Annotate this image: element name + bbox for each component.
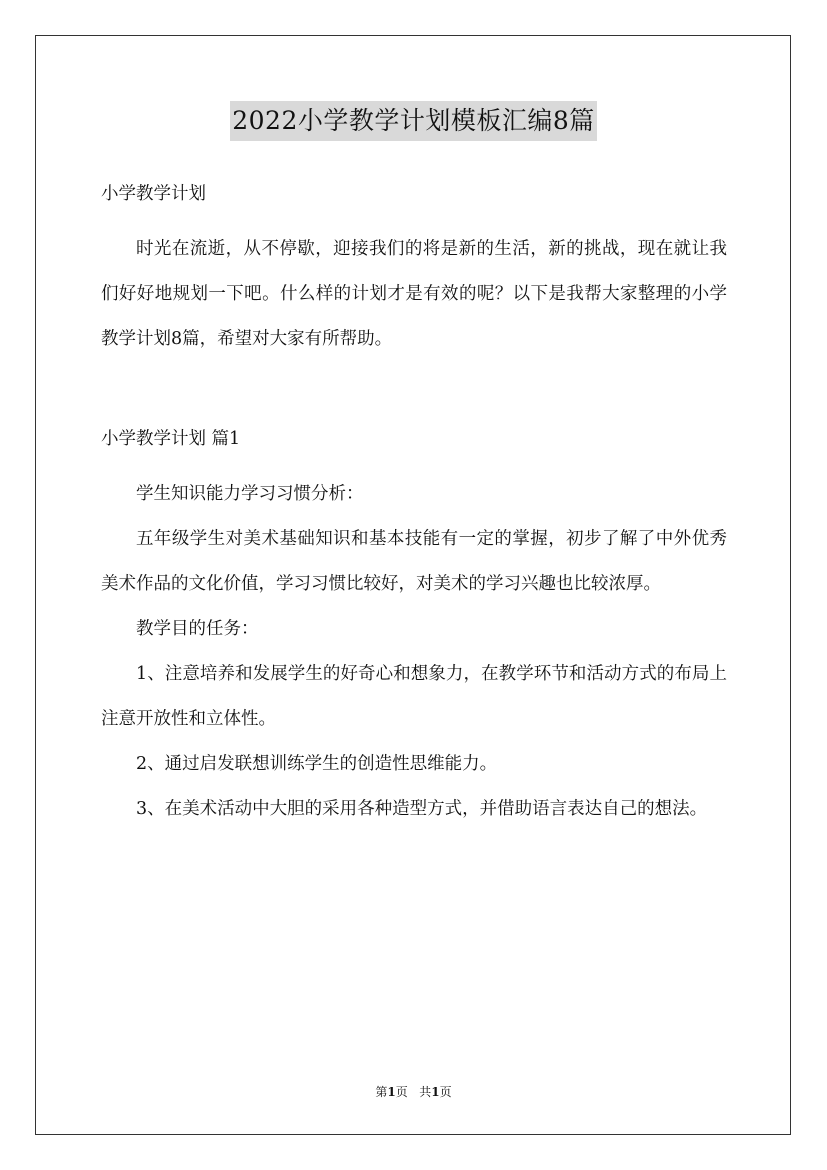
page-number: 1 [387, 1085, 396, 1099]
section-label: 小学教学计划 [101, 184, 206, 204]
page-suffix: 页 [395, 1085, 408, 1099]
page-prefix: 第 [375, 1085, 388, 1099]
paragraph: 五年级学生对美术基础知识和基本技能有一定的掌握，初步了解了中外优秀美术作品的文化价值，学习习惯比较好，对美术的学习兴趣也比较浓厚。 [101, 529, 727, 594]
paragraph: 3、在美术活动中大胆的采用各种造型方式，并借助语言表达自己的想法。 [136, 799, 708, 819]
document-body [101, 172, 727, 832]
intro-paragraph: 时光在流逝，从不停歇，迎接我们的将是新的生活，新的挑战，现在就让我们好好地规划一下吧。什么样的计划才是有效的呢？以下是我帮大家整理的小学教学计划8篇，希望对大家有所帮助。 [101, 239, 727, 349]
total-suffix: 页 [439, 1085, 452, 1099]
page-footer [0, 1083, 827, 1101]
total-prefix: 共 [419, 1085, 432, 1099]
document-title: 2022小学教学计划模板汇编8篇 [230, 101, 597, 141]
title-container [0, 101, 827, 141]
paragraph: 教学目的任务： [136, 619, 259, 639]
paragraph: 1、注意培养和发展学生的好奇心和想象力，在教学环节和活动方式的布局上注意开放性和立体性。 [101, 664, 727, 729]
paragraph: 2、通过启发联想训练学生的创造性思维能力。 [136, 754, 498, 774]
total-pages: 1 [431, 1085, 440, 1099]
paragraph: 学生知识能力学习习惯分析： [136, 484, 364, 504]
article-heading: 小学教学计划 篇1 [101, 429, 241, 449]
